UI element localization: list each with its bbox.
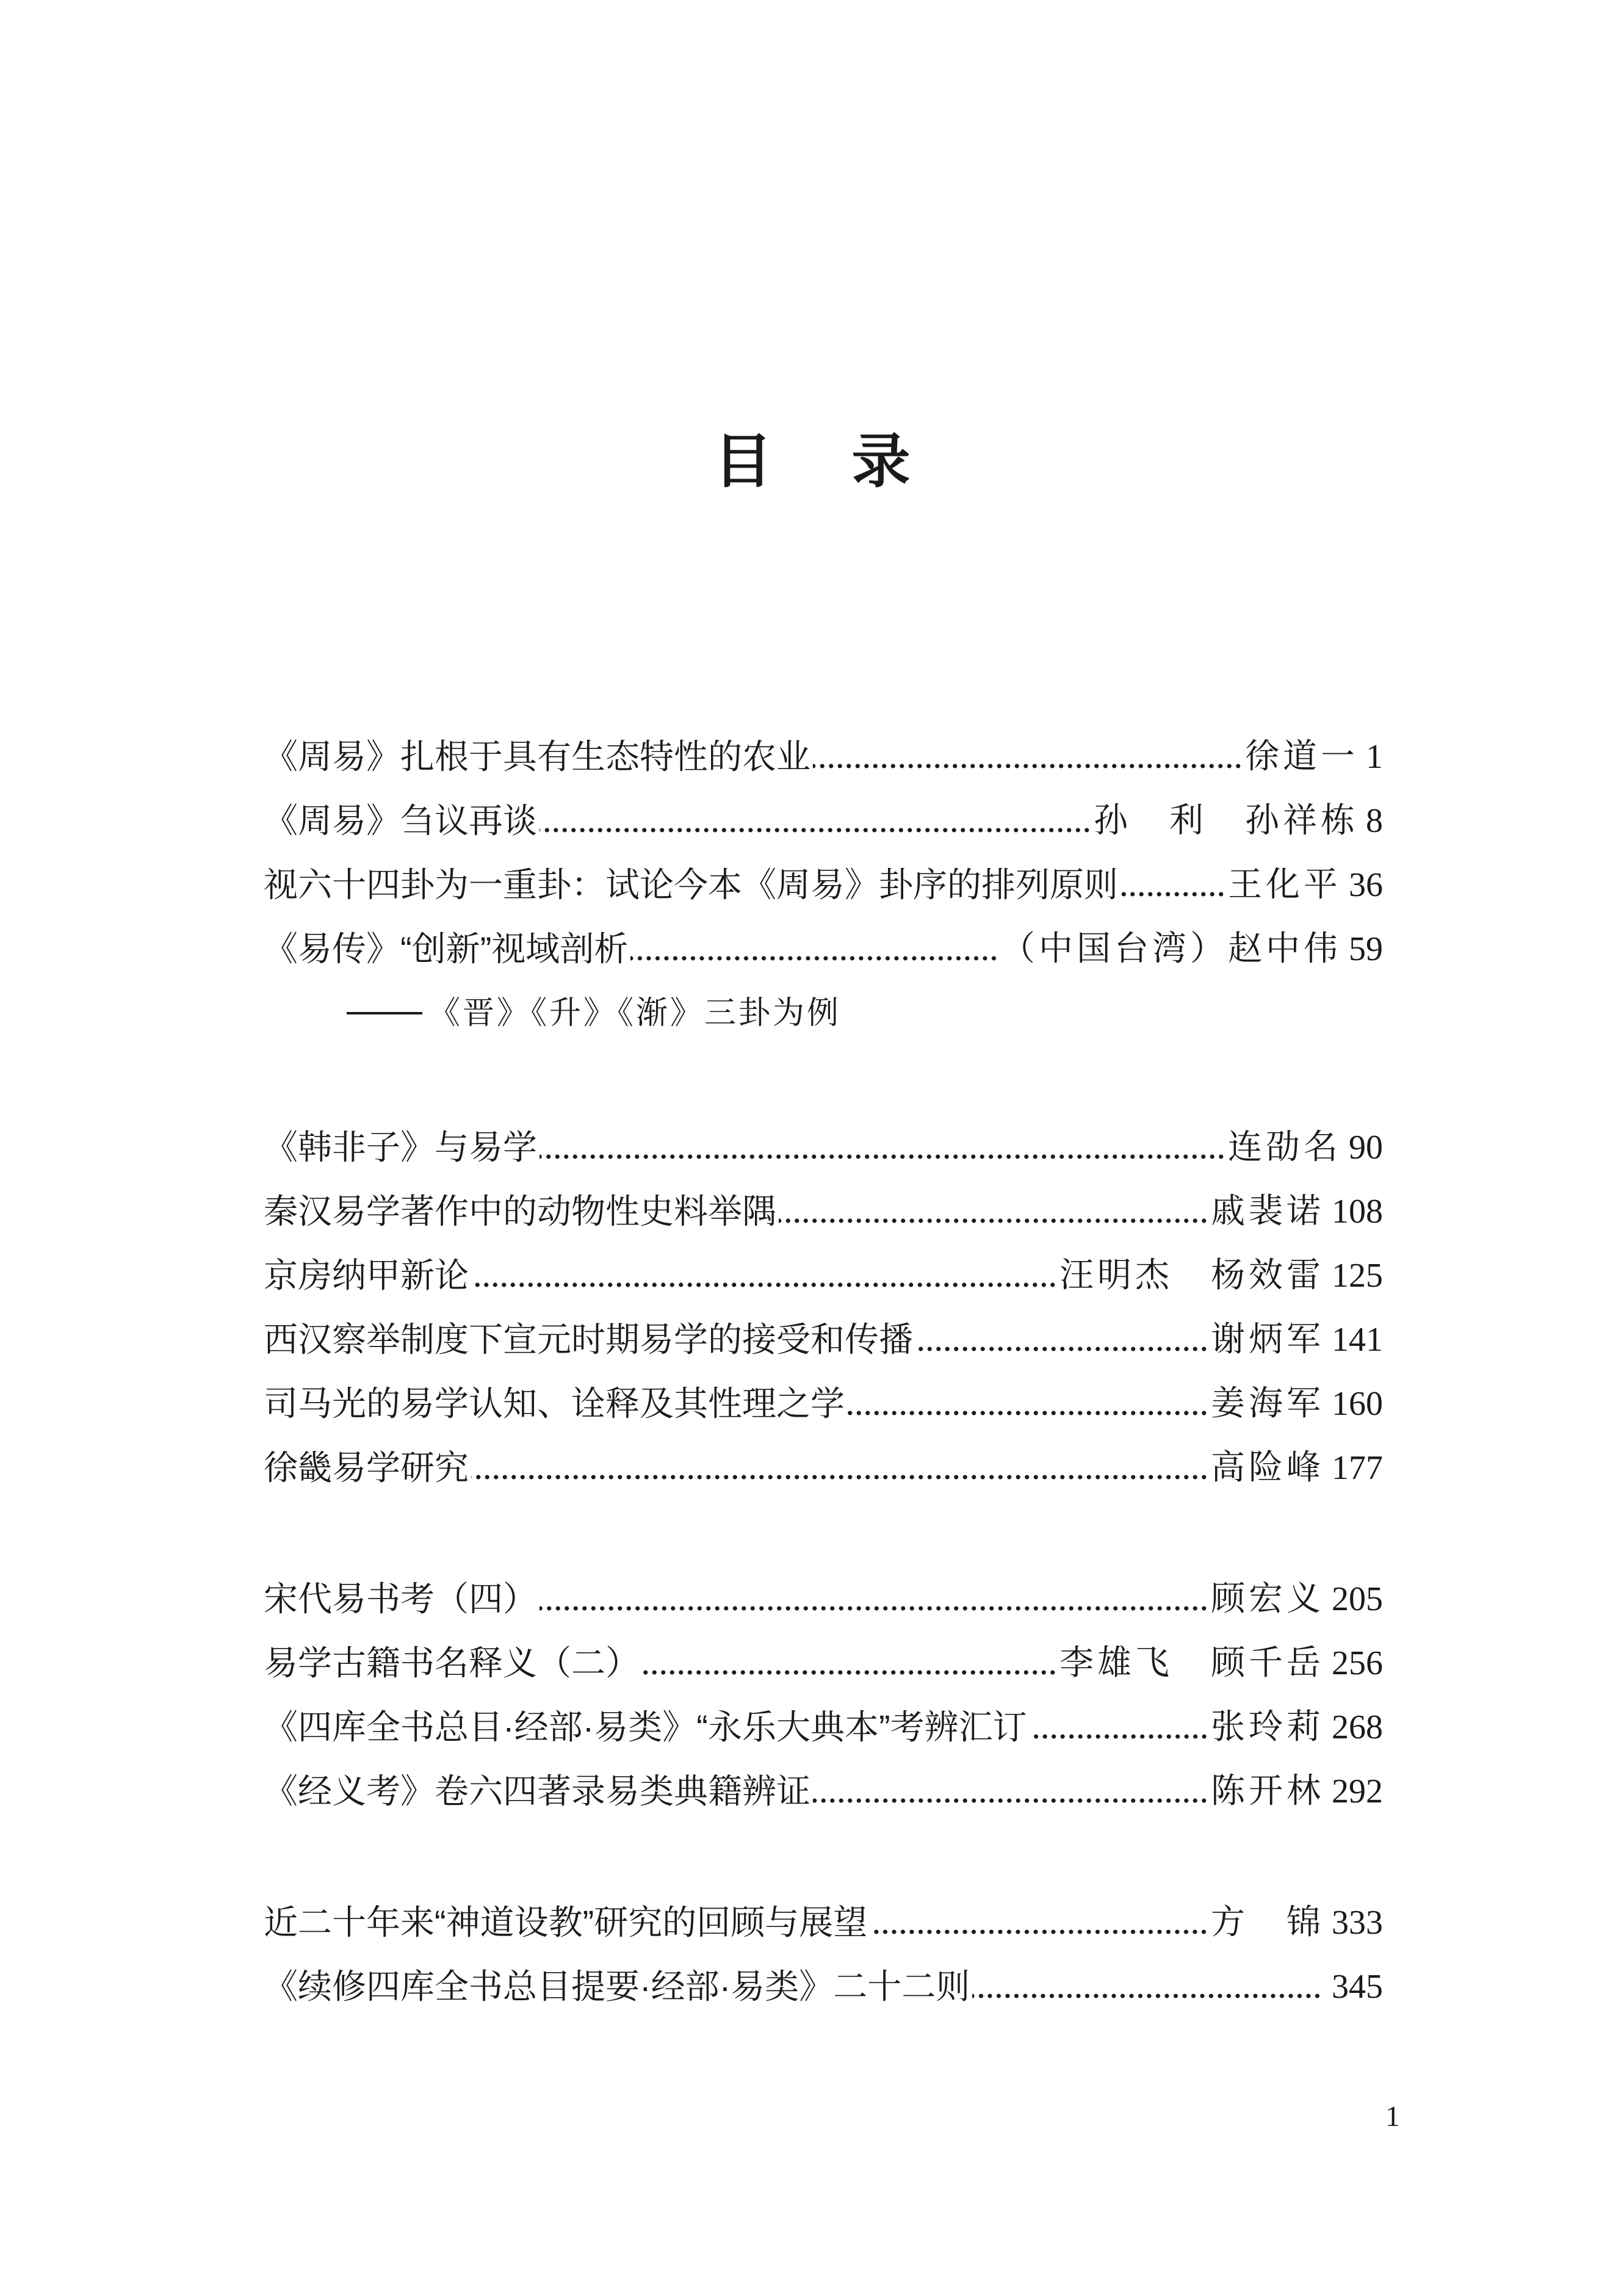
entry-page: 205 xyxy=(1332,1580,1383,1618)
entry-page: 8 xyxy=(1366,802,1383,840)
dot-leader xyxy=(1121,858,1225,913)
dot-leader xyxy=(630,922,998,977)
dot-leader xyxy=(813,1764,1208,1819)
entry-page: 1 xyxy=(1366,738,1383,776)
entry-page: 125 xyxy=(1332,1257,1383,1295)
dot-leader xyxy=(540,1120,1225,1175)
entry-subtitle-text: 《晋》《升》《渐》三卦为例 xyxy=(428,995,842,1032)
entry-page: 292 xyxy=(1332,1773,1383,1810)
entry-title: 《经义考》卷六四著录易类典籍辨证 xyxy=(264,1772,810,1810)
dot-leader xyxy=(1030,1700,1208,1755)
em-dash xyxy=(347,1012,422,1014)
entry-page: 177 xyxy=(1332,1449,1383,1487)
toc-entry[interactable] xyxy=(264,729,1383,784)
entry-title: 西汉察举制度下宣元时期易学的接受和传播 xyxy=(264,1320,913,1359)
entry-author: （中国台湾）赵中伟 xyxy=(1001,929,1341,969)
entry-page: 160 xyxy=(1332,1385,1383,1423)
dot-leader xyxy=(972,1959,1322,2014)
entry-title: 京房纳甲新论 xyxy=(264,1256,469,1295)
entry-subtitle xyxy=(347,986,841,1041)
toc-entry[interactable] xyxy=(264,1312,1383,1367)
toc-entry[interactable] xyxy=(264,858,1383,913)
entry-author: 张玲莉 xyxy=(1211,1707,1324,1747)
toc-entry[interactable] xyxy=(264,1572,1383,1627)
entry-title: 司马光的易学认知、诠释及其性理之学 xyxy=(264,1384,845,1423)
entry-page: 268 xyxy=(1332,1708,1383,1746)
toc-entry[interactable] xyxy=(264,1120,1383,1175)
dot-leader xyxy=(779,1184,1208,1239)
toc-entry[interactable] xyxy=(264,1959,1383,2014)
entry-author: 顾宏义 xyxy=(1211,1579,1324,1619)
entry-author: 李雄飞 顾千岳 xyxy=(1059,1643,1324,1683)
toc-entry[interactable] xyxy=(264,793,1383,848)
toc-entry[interactable] xyxy=(264,1764,1383,1819)
entry-page: 345 xyxy=(1332,1968,1383,2006)
entry-title: 《周易》刍议再谈 xyxy=(264,801,537,840)
entry-title: 宋代易书考（四） xyxy=(264,1580,537,1618)
entry-page: 36 xyxy=(1349,866,1383,904)
entry-page: 333 xyxy=(1332,1904,1383,1942)
toc-entry[interactable] xyxy=(264,1440,1383,1495)
dot-leader xyxy=(847,1376,1208,1431)
entry-title: 《四库全书总目·经部·易类》“永乐大典本”考辨汇订 xyxy=(264,1708,1027,1746)
entry-author: 徐道一 xyxy=(1245,737,1359,776)
toc-entry[interactable] xyxy=(264,1184,1383,1239)
entry-page: 141 xyxy=(1332,1321,1383,1359)
entry-page: 59 xyxy=(1349,930,1383,968)
entry-author: 高险峰 xyxy=(1211,1448,1324,1487)
entry-page: 108 xyxy=(1332,1193,1383,1231)
entry-title: 秦汉易学著作中的动物性史料举隅 xyxy=(264,1192,776,1231)
entry-title: 徐畿易学研究 xyxy=(264,1448,469,1487)
toc-entry[interactable] xyxy=(264,922,1383,977)
dot-leader xyxy=(915,1312,1208,1367)
entry-author: 谢炳军 xyxy=(1211,1320,1324,1359)
entry-title: 近二十年来“神道设教”研究的回顾与展望 xyxy=(264,1903,868,1942)
entry-title: 《续修四库全书总目提要·经部·易类》二十二则 xyxy=(264,1967,970,2006)
entry-author: 王化平 xyxy=(1228,865,1341,905)
page-title: 目录 xyxy=(713,427,990,496)
dot-leader xyxy=(540,793,1091,848)
dot-leader xyxy=(642,1636,1057,1691)
entry-author: 戚裴诺 xyxy=(1211,1191,1324,1231)
entry-author: 姜海军 xyxy=(1211,1384,1324,1423)
dot-leader xyxy=(540,1572,1208,1627)
entry-author: 方 锦 xyxy=(1211,1903,1324,1942)
entry-title: 《易传》“创新”视域剖析 xyxy=(264,930,629,968)
entry-author: 陈开林 xyxy=(1211,1771,1324,1811)
entry-page: 90 xyxy=(1349,1129,1383,1166)
entry-title: 易学古籍书名释义（二） xyxy=(264,1644,640,1682)
entry-page: 256 xyxy=(1332,1644,1383,1682)
entry-title: 《周易》扎根于具有生态特性的农业 xyxy=(264,737,810,776)
dot-leader xyxy=(870,1895,1208,1950)
dot-leader xyxy=(471,1248,1057,1303)
toc-entry[interactable] xyxy=(264,1376,1383,1431)
toc-entry[interactable] xyxy=(264,1636,1383,1691)
toc-entry[interactable] xyxy=(264,1700,1383,1755)
entry-author: 孙 利 孙祥栋 xyxy=(1094,801,1359,840)
toc-entry[interactable] xyxy=(264,1248,1383,1303)
entry-title: 《韩非子》与易学 xyxy=(264,1128,537,1166)
dot-leader xyxy=(813,729,1243,784)
dot-leader xyxy=(471,1440,1208,1495)
entry-author: 汪明杰 杨效雷 xyxy=(1059,1256,1324,1295)
entry-title: 视六十四卦为一重卦：试论今本《周易》卦序的排列原则 xyxy=(264,866,1118,904)
toc-entry[interactable] xyxy=(264,1895,1383,1950)
entry-author: 连劭名 xyxy=(1228,1127,1341,1167)
page-number: 1 xyxy=(1385,2100,1400,2133)
